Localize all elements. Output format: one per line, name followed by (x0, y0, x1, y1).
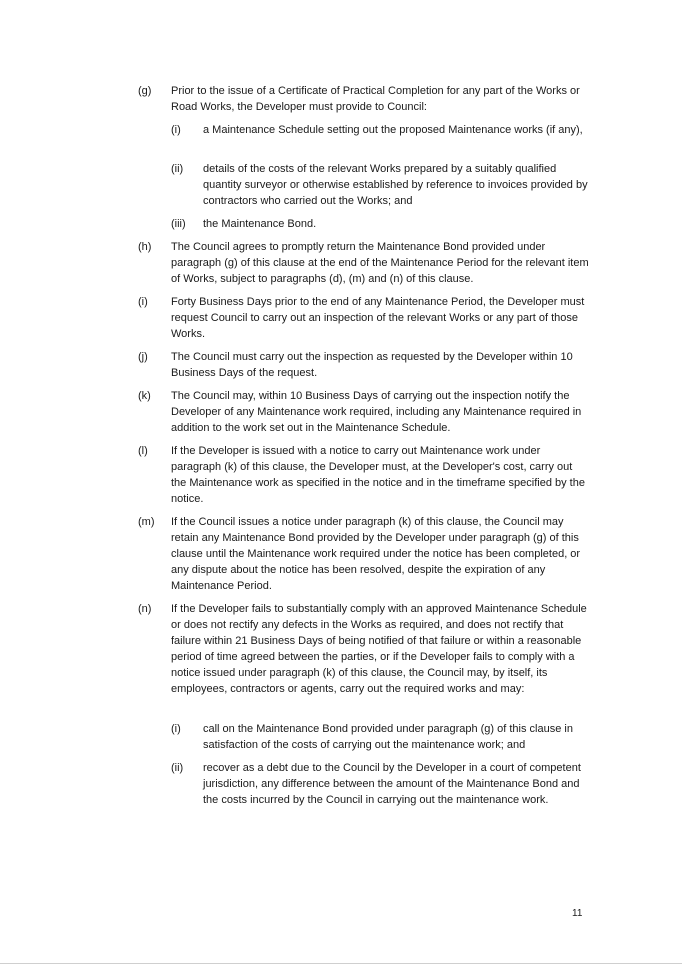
clause-text: The Council must carry out the inspection as requested by the Developer within 10 Business Days of the request. (171, 351, 573, 379)
clause-text: If the Developer is issued with a notice to carry out Maintenance work under paragraph (k) of this clause, the Developer must, at the Developer's cost, carry out the Maintenance work as specified in the notice and in the timeframe specified by the notice. (171, 445, 585, 505)
clause-label: (m) (138, 516, 155, 528)
subclause-text: the Maintenance Bond. (203, 218, 317, 230)
clause-label: (g) (138, 85, 152, 97)
page-number: 11 (572, 908, 583, 919)
clause-label: (i) (138, 296, 148, 308)
clause-text: If the Council issues a notice under paragraph (k) of this clause, the Council may retain any Maintenance Bond provided by the Developer under paragraph (g) of this clause until the Maintenance work required under the notice has been completed, or any dispute about the notice has been resolved, despite the expiration of any Maintenance Period. (171, 516, 581, 592)
subclause-text: recover as a debt due to the Council by the Developer in a court of competent jurisdiction, any difference between the amount of the Maintenance Bond and the costs incurred by the Council in carrying out the maintenance work. (203, 762, 581, 806)
clause-text: Forty Business Days prior to the end of any Maintenance Period, the Developer must request Council to carry out an inspection of the relevant Works or any part of those Works. (171, 296, 585, 340)
subclause-label: (ii) (171, 762, 184, 774)
clause-text: The Council may, within 10 Business Days of carrying out the inspection notify the Developer of any Maintenance work required, including any Maintenance required in addition to the work set out in the Maintenance Schedule. (171, 390, 582, 434)
subclause-label: (ii) (171, 163, 184, 175)
page-bottom-divider (0, 963, 682, 964)
subclause-text: details of the costs of the relevant Works prepared by a suitably qualified quantity surveyor or otherwise established by reference to invoices provided by contractors who carried out the Works; and (203, 163, 588, 207)
subclause-label: (iii) (171, 218, 186, 230)
clause-label: (j) (138, 351, 148, 363)
clause-label: (n) (138, 603, 152, 615)
subclause-label: (i) (171, 124, 181, 136)
clause-label: (k) (138, 390, 151, 402)
subclause-text: a Maintenance Schedule setting out the proposed Maintenance works (if any), (203, 124, 583, 136)
clause-label: (h) (138, 241, 152, 253)
clause-label: (l) (138, 445, 148, 457)
subclause-text: call on the Maintenance Bond provided under paragraph (g) of this clause in satisfaction of the costs of carrying out the maintenance work; and (203, 723, 573, 751)
clause-text: If the Developer fails to substantially comply with an approved Maintenance Schedule or does not rectify any defects in the Works as required, and does not rectify that failure within 21 Business Days of being notified of that failure or within a reasonable period of time agreed between the parties, or if the Developer fails to comply with a notice issued under paragraph (k) of this clause, the Council may, by itself, its employees, contractors or agents, carry out the required works and may: (171, 603, 587, 695)
clause-text: Prior to the issue of a Certificate of Practical Completion for any part of the Works or Road Works, the Developer must provide to Council: (171, 85, 580, 113)
clause-text: The Council agrees to promptly return the Maintenance Bond provided under paragraph (g) of this clause at the end of the Maintenance Period for the relevant item of Works, subject to paragraphs (d), (m) and (n) of this clause. (171, 241, 589, 285)
subclause-label: (i) (171, 723, 181, 735)
